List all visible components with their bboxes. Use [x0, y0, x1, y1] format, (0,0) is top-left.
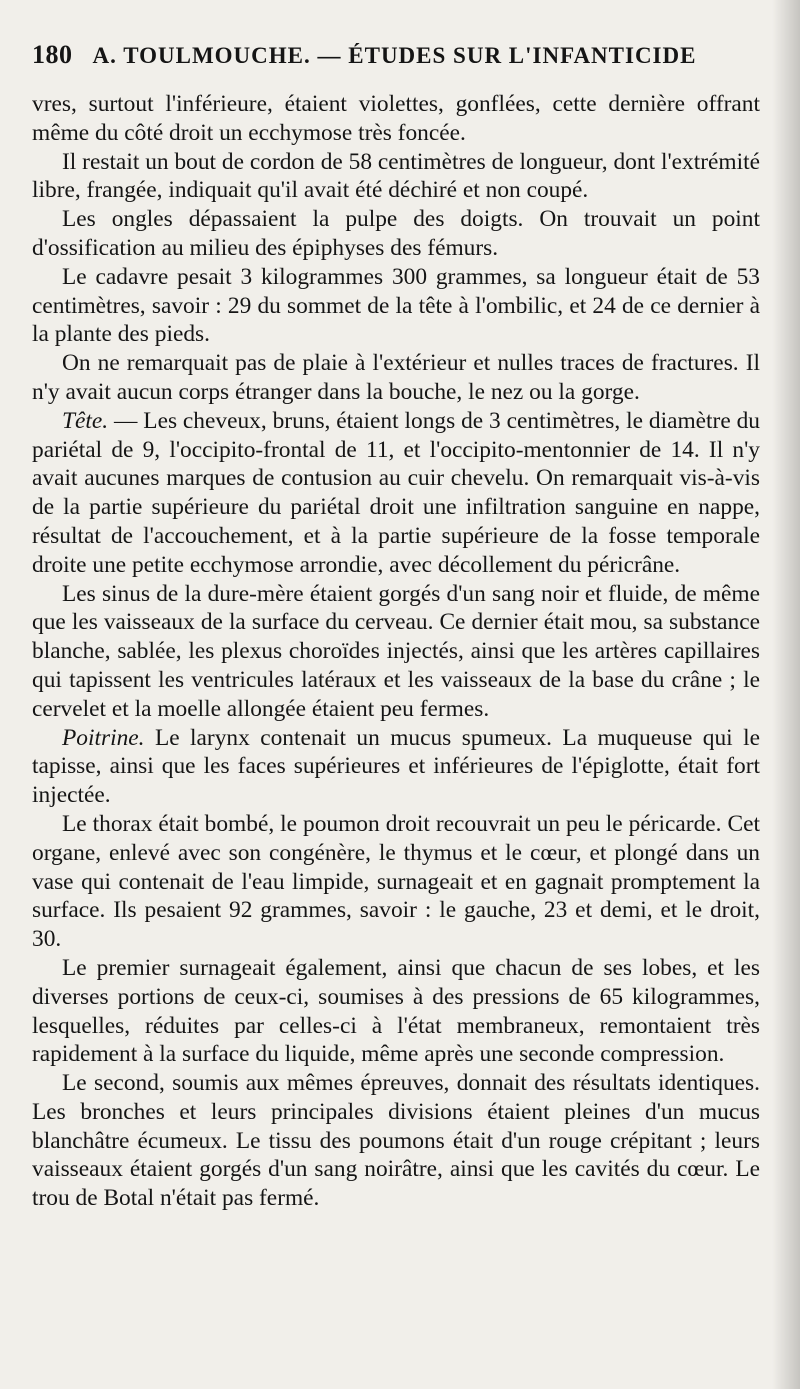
- paragraph-text: On ne remarquait pas de plaie à l'extérieur et nulles traces de fractures. Il n'y avait aucun corps étranger dans la bouche, le nez ou la gorge.: [32, 350, 760, 405]
- paragraph: [32, 1069, 760, 1213]
- paragraph: [32, 205, 760, 263]
- paragraph: [32, 263, 760, 349]
- running-header: [32, 40, 760, 84]
- paragraph: [32, 407, 760, 580]
- paragraph-text: Il restait un bout de cordon de 58 centimètres de longueur, dont l'extrémité libre, frangée, indiquait qu'il avait été déchiré et non coupé.: [32, 148, 760, 204]
- paragraph: [32, 954, 760, 1069]
- running-title: A. TOULMOUCHE. — ÉTUDES SUR L'INFANTICIDE: [92, 43, 697, 68]
- paragraph-text: vres, surtout l'inférieure, étaient violettes, gonflées, cette dernière offrant même du côté droit un ecchymose très foncée.: [32, 91, 760, 146]
- paragraph: [32, 580, 760, 724]
- section-heading: Poitrine.: [62, 724, 145, 751]
- paragraph-text: Le larynx contenait un mucus spumeux. La muqueuse qui le tapisse, ainsi que les faces supérieures et inférieures de l'épiglotte, était fort injectée.: [32, 724, 760, 809]
- paragraph: [32, 349, 760, 407]
- body-text: [32, 90, 760, 1213]
- paragraph-text: Le thorax était bombé, le poumon droit recouvrait un peu le péricarde. Cet organe, enlevé avec son congénère, le thymus et le cœur, et plongé dans un vase qui contenait de l'eau limpide, surnageait et en gagnait promptement la surface. Ils pesaient 92 grammes, savoir : le gauche, 23 et demi, et le droit, 30.: [32, 810, 760, 953]
- paragraph-text: Les ongles dépassaient la pulpe des doigts. On trouvait un point d'ossification au milieu des épiphyses des fémurs.: [32, 206, 760, 261]
- paragraph: [32, 810, 760, 954]
- paragraph-text: Les sinus de la dure-mère étaient gorgés d'un sang noir et fluide, de même que les vaisseaux de la surface du cerveau. Ce dernier était mou, sa substance blanche, sablée, les plexus choroïdes injectés, ainsi que les artères capillaires qui tapissent les ventricules latéraux et les vaisseaux de la base du crâne ; le cervelet et la moelle allongée étaient peu fermes.: [32, 580, 760, 722]
- paragraph: [32, 148, 760, 206]
- paragraph-text: — Les cheveux, bruns, étaient longs de 3 centimètres, le diamètre du pariétal de 9, l'occipito-frontal de 11, et l'occipito-mentonnier de 14. Il n'y avait aucunes marques de contusion au cuir chevelu. On remarquait vis-à-vis de la partie supérieure du pariétal droit une infiltration sanguine en nappe, résultat de l'accouchement, et à la partie supérieure de la fosse temporale droite une petite ecchymose arrondie, avec décollement du péricrâne.: [32, 407, 760, 578]
- paragraph: [32, 90, 760, 148]
- paragraph-text: Le cadavre pesait 3 kilogrammes 300 grammes, sa longueur était de 53 centimètres, savoir : 29 du sommet de la tête à l'ombilic, et 24 de ce dernier à la plante des pieds.: [32, 263, 760, 348]
- page-edge-shadow: [772, 0, 800, 1389]
- section-heading: Tête.: [62, 407, 109, 434]
- paragraph-text: Le premier surnageait également, ainsi que chacun de ses lobes, et les diverses portions de ceux-ci, soumises à des pressions de 65 kilogrammes, lesquelles, réduites par celles-ci à l'état membraneux, remontaient très rapidement à la surface du liquide, même après une seconde compression.: [32, 954, 760, 1068]
- paragraph: [32, 724, 760, 810]
- paragraph-text: Le second, soumis aux mêmes épreuves, donnait des résultats identiques. Les bronches et leurs principales divisions étaient pleines d'un mucus blanchâtre écumeux. Le tissu des poumons était d'un rouge crépitant ; leurs vaisseaux étaient gorgés d'un sang noirâtre, ainsi que les cavités du cœur. Le trou de Botal n'était pas fermé.: [32, 1070, 760, 1212]
- page-number: 180: [32, 40, 73, 69]
